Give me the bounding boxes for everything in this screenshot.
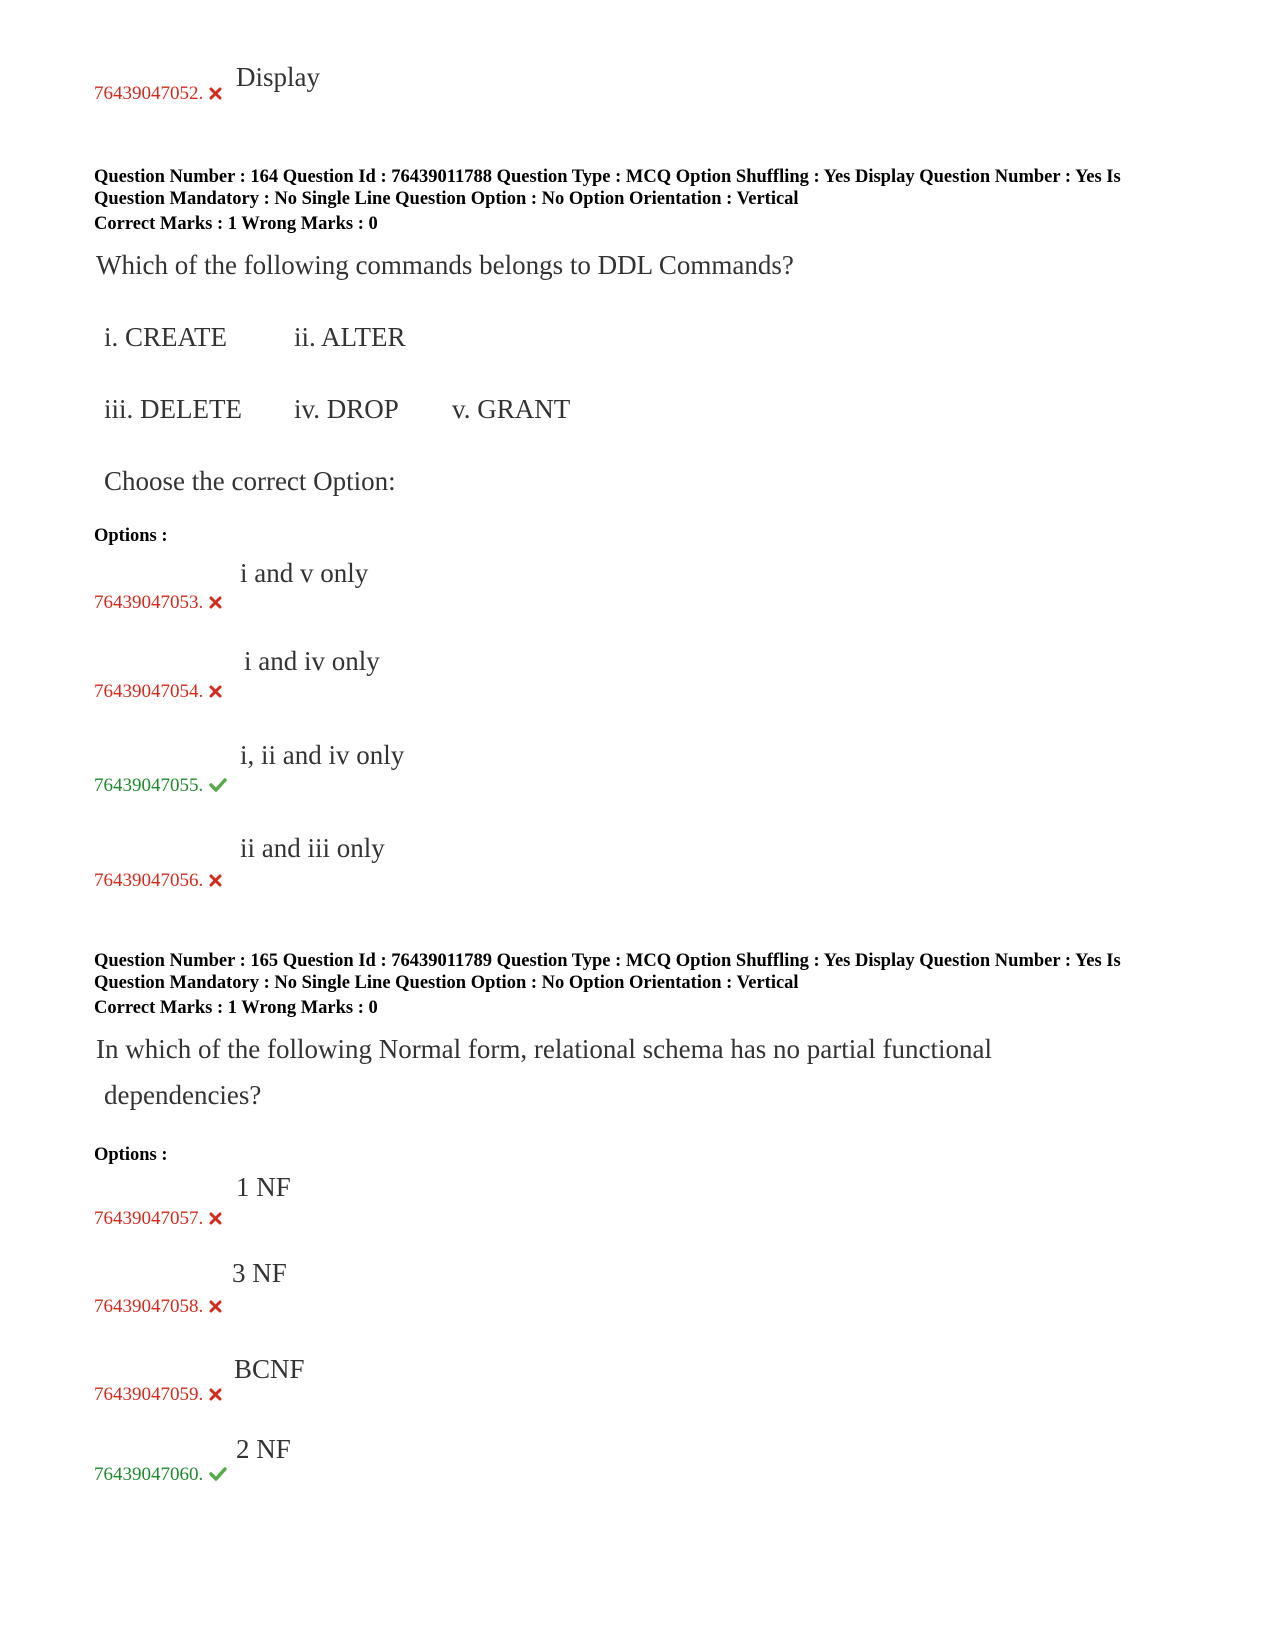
marks-info: Correct Marks : 1 Wrong Marks : 0 xyxy=(94,214,378,234)
statement-item: v. GRANT xyxy=(452,394,571,424)
option-row xyxy=(94,1208,222,1231)
option-id: 76439047054. xyxy=(94,681,204,702)
options-label: Options : xyxy=(94,526,168,546)
option-id: 76439047059. xyxy=(94,1384,204,1405)
statement-item: ii. ALTER xyxy=(294,322,406,352)
option-row xyxy=(94,592,222,615)
option-text: Display xyxy=(236,62,320,92)
option-text: 2 NF xyxy=(236,1434,291,1464)
instruction-text: Choose the correct Option: xyxy=(104,466,396,496)
statement-item: iv. DROP xyxy=(294,394,399,424)
option-text: BCNF xyxy=(234,1354,305,1384)
option-id: 76439047052. xyxy=(94,83,204,104)
check-icon xyxy=(209,776,227,798)
marks-info: Correct Marks : 1 Wrong Marks : 0 xyxy=(94,998,378,1018)
question-meta-line: Question Number : 164 Question Id : 76439011788 Question Type : MCQ Option Shuffling : Yes Display Question Number : Yes Is xyxy=(94,167,1121,187)
question-meta-line: Question Number : 165 Question Id : 76439011789 Question Type : MCQ Option Shuffling : Yes Display Question Number : Yes Is xyxy=(94,951,1121,971)
statement-item: i. CREATE xyxy=(104,322,228,352)
option-id: 76439047056. xyxy=(94,870,204,891)
option-id: 76439047053. xyxy=(94,592,204,613)
option-text: ii and iii only xyxy=(240,833,385,863)
cross-icon xyxy=(209,1297,222,1319)
cross-icon xyxy=(209,682,222,704)
option-text: 1 NF xyxy=(236,1172,291,1202)
cross-icon xyxy=(209,1385,222,1407)
question-text: Which of the following commands belongs to DDL Commands? xyxy=(96,250,794,280)
option-id: 76439047055. xyxy=(94,775,204,796)
options-label: Options : xyxy=(94,1145,168,1165)
check-icon xyxy=(209,1465,227,1487)
option-id: 76439047058. xyxy=(94,1296,204,1317)
option-row xyxy=(94,1464,227,1487)
option-row xyxy=(94,870,222,893)
cross-icon xyxy=(209,84,222,106)
option-text: i and v only xyxy=(240,558,369,588)
option-row xyxy=(94,83,222,106)
cross-icon xyxy=(209,593,222,615)
statement-item: iii. DELETE xyxy=(104,394,242,424)
option-row xyxy=(94,681,222,704)
option-text: 3 NF xyxy=(232,1258,287,1288)
option-row xyxy=(94,1384,222,1407)
option-text: i, ii and iv only xyxy=(240,740,405,770)
cross-icon xyxy=(209,871,222,893)
option-text: i and iv only xyxy=(244,646,380,676)
option-row xyxy=(94,775,227,798)
question-text: dependencies? xyxy=(104,1080,262,1110)
question-meta xyxy=(94,950,1194,994)
question-meta xyxy=(94,166,1194,210)
option-row xyxy=(94,1296,222,1319)
question-meta-line: Question Mandatory : No Single Line Question Option : No Option Orientation : Vertical xyxy=(94,189,799,209)
option-id: 76439047060. xyxy=(94,1464,204,1485)
question-text: In which of the following Normal form, relational schema has no partial functional xyxy=(96,1034,992,1064)
question-meta-line: Question Mandatory : No Single Line Question Option : No Option Orientation : Vertical xyxy=(94,973,799,993)
option-id: 76439047057. xyxy=(94,1208,204,1229)
cross-icon xyxy=(209,1209,222,1231)
